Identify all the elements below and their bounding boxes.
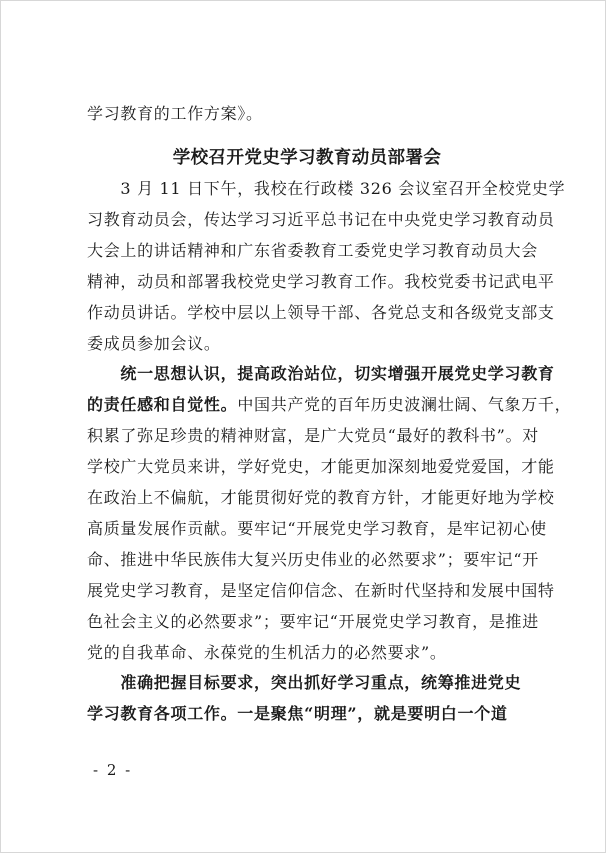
intro-tail-line: 学习教育的工作方案》。 — [87, 104, 263, 123]
bold-lead: 的责任感和自觉性。 — [87, 395, 238, 414]
bold-heading-line: 统一思想认识，提高政治站位，切实增强开展党史学习教育 — [87, 364, 555, 383]
text-line: 命、推进中华民族伟大复兴历史伟业的必然要求”；要牢记“开 — [87, 550, 539, 569]
document-title: 学校召开党史学习教育动员部署会 — [172, 148, 442, 168]
text-line: 委成员参加会议。 — [87, 334, 221, 353]
text-line: 党的自我革命、永葆党的生机活力的必然要求”。 — [87, 643, 447, 662]
text-line: 作动员讲话。学校中层以上领导干部、各党总支和各级党支部支 — [87, 303, 555, 322]
text-line-rest: 中国共产党的百年历史波澜壮阔、气象万千， — [237, 395, 572, 414]
text-line: 学校广大党员来讲，学好党史，才能更加深刻地爱党爱国，才能 — [87, 457, 555, 476]
page-number: - 2 - — [93, 761, 133, 779]
paragraph-2 — [87, 358, 572, 668]
text-line — [87, 389, 572, 420]
text-line: 大会上的讲话精神和广东省委教育工委党史学习教育动员大会 — [87, 241, 538, 260]
text-line: 3 月 11 日下午，我校在行政楼 326 会议室召开全校党史学 — [87, 179, 566, 198]
paragraph-1 — [87, 173, 566, 359]
text-line: 高质量发展作贡献。要牢记“开展党史学习教育，是牢记初心使 — [87, 519, 547, 538]
bold-heading-line: 学习教育各项工作。一是聚焦“明理”，就是要明白一个道 — [87, 704, 508, 723]
bold-heading-line: 准确把握目标要求，突出抓好学习重点，统筹推进党史 — [87, 673, 522, 692]
text-line: 在政治上不偏航，才能贯彻好党的教育方针，才能更好地为学校 — [87, 488, 555, 507]
text-line: 色社会主义的必然要求”；要牢记“开展党史学习教育，是推进 — [87, 612, 539, 631]
paragraph-3 — [87, 667, 527, 729]
intro-text — [87, 98, 527, 129]
text-line: 精神，动员和部署我校党史学习教育工作。我校党委书记武电平 — [87, 272, 555, 291]
text-line: 习教育动员会，传达学习习近平总书记在中央党史学习教育动员 — [87, 210, 555, 229]
text-line: 积累了弥足珍贵的精神财富，是广大党员“最好的教科书”。对 — [87, 426, 539, 445]
text-line: 展党史学习教育，是坚定信仰信念、在新时代坚持和发展中国特 — [87, 581, 555, 600]
